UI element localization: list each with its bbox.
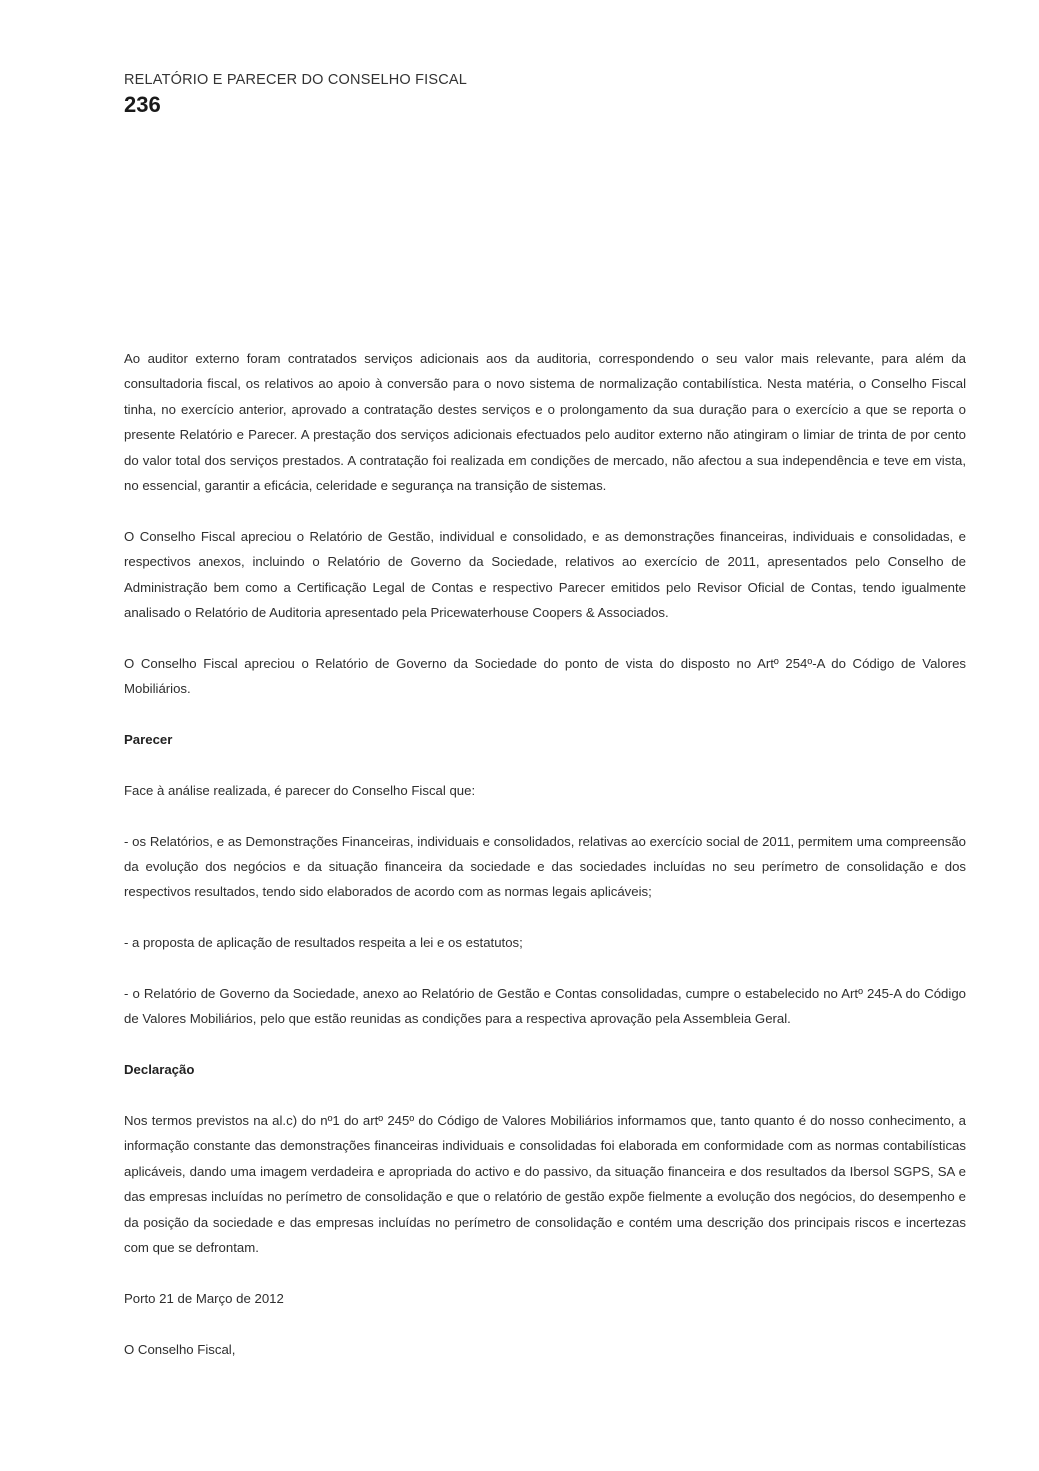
paragraph-declaration: Nos termos previstos na al.c) do nº1 do artº 245º do Código de Valores Mobiliários informamos que, tanto quanto é do nosso conhecimento, a informação constante das demonstrações financeiras individuais e consolidadas foi elaborada em conformidade com as normas contabilísticas aplicáveis, dando uma imagem verdadeira e apropriada do activo e do passivo, da situação financeira e dos resultados da Ibersol SGPS, SA e das empresas incluídas no perímetro de consolidação e que o relatório de gestão expõe fielmente a evolução dos negócios, do desempenho e da posição da sociedade e das empresas incluídas no perímetro de consolidação e contém uma descrição dos principais riscos e incertezas com que se defrontam.: [124, 1113, 966, 1256]
opinion-item-results-proposal: - a proposta de aplicação de resultados respeita a lei e os estatutos;: [124, 935, 523, 951]
paragraph-auditor-services: Ao auditor externo foram contratados serviços adicionais aos da auditoria, correspondendo o seu valor mais relevante, para além da consultadoria fiscal, os relativos ao apoio à conversão para o novo sistema de normalização contabilística. Nesta matéria, o Conselho Fiscal tinha, no exercício anterior, aprovado a contratação destes serviços e o prolongamento da sua duração para o exercício a que se reporta o presente Relatório e Parecer. A prestação dos serviços adicionais efectuados pelo auditor externo não atingiram o limiar de trinta de por cento do valor total dos serviços prestados. A contratação foi realizada em condições de mercado, não afectou a sua independência e teve em vista, no essencial, garantir a eficácia, celeridade e segurança na transição de sistemas.: [124, 351, 966, 494]
opinion-item-governance-report: - o Relatório de Governo da Sociedade, anexo ao Relatório de Gestão e Contas consolidadas, cumpre o estabelecido no Artº 245-A do Código de Valores Mobiliários, pelo que estão reunidas as condições para a respectiva aprovação pela Assembleia Geral.: [124, 986, 966, 1027]
heading-declaracao: Declaração: [124, 1062, 195, 1078]
page-number: 236: [124, 92, 161, 117]
section-title: RELATÓRIO E PARECER DO CONSELHO FISCAL: [124, 72, 468, 88]
signature-line: O Conselho Fiscal,: [124, 1341, 236, 1357]
date-line: Porto 21 de Março de 2012: [124, 1290, 284, 1306]
paragraph-opinion-intro: Face à análise realizada, é parecer do Conselho Fiscal que:: [124, 782, 476, 798]
heading-parecer: Parecer: [124, 732, 173, 748]
paragraph-reports-reviewed: O Conselho Fiscal apreciou o Relatório de Gestão, individual e consolidado, e as demonstrações financeiras, individuais e consolidadas, e respectivos anexos, incluindo o Relatório de Governo da Sociedade, relativos ao exercício de 2011, apresentados pelo Conselho de Administração bem como a Certificação Legal de Contas e respectivo Parecer emitidos pelo Revisor Oficial de Contas, tendo igualmente analisado o Relatório de Auditoria apresentado pela Pricewaterhouse Coopers & Associados.: [124, 528, 966, 621]
paragraph-governance-report: O Conselho Fiscal apreciou o Relatório de Governo da Sociedade do ponto de vista do disposto no Artº 254º-A do Código de Valores Mobiliários.: [124, 655, 966, 697]
opinion-item-financial-statements: - os Relatórios, e as Demonstrações Financeiras, individuais e consolidados, relativas ao exercício social de 2011, permitem uma compreensão da evolução dos negócios e da situação financeira da sociedade e das sociedades incluídas no seu perímetro de consolidação e dos respectivos resultados, tendo sido elaborados de acordo com as normas legais aplicáveis;: [124, 833, 966, 900]
page-header: [124, 71, 467, 119]
document-body: [124, 346, 966, 1362]
